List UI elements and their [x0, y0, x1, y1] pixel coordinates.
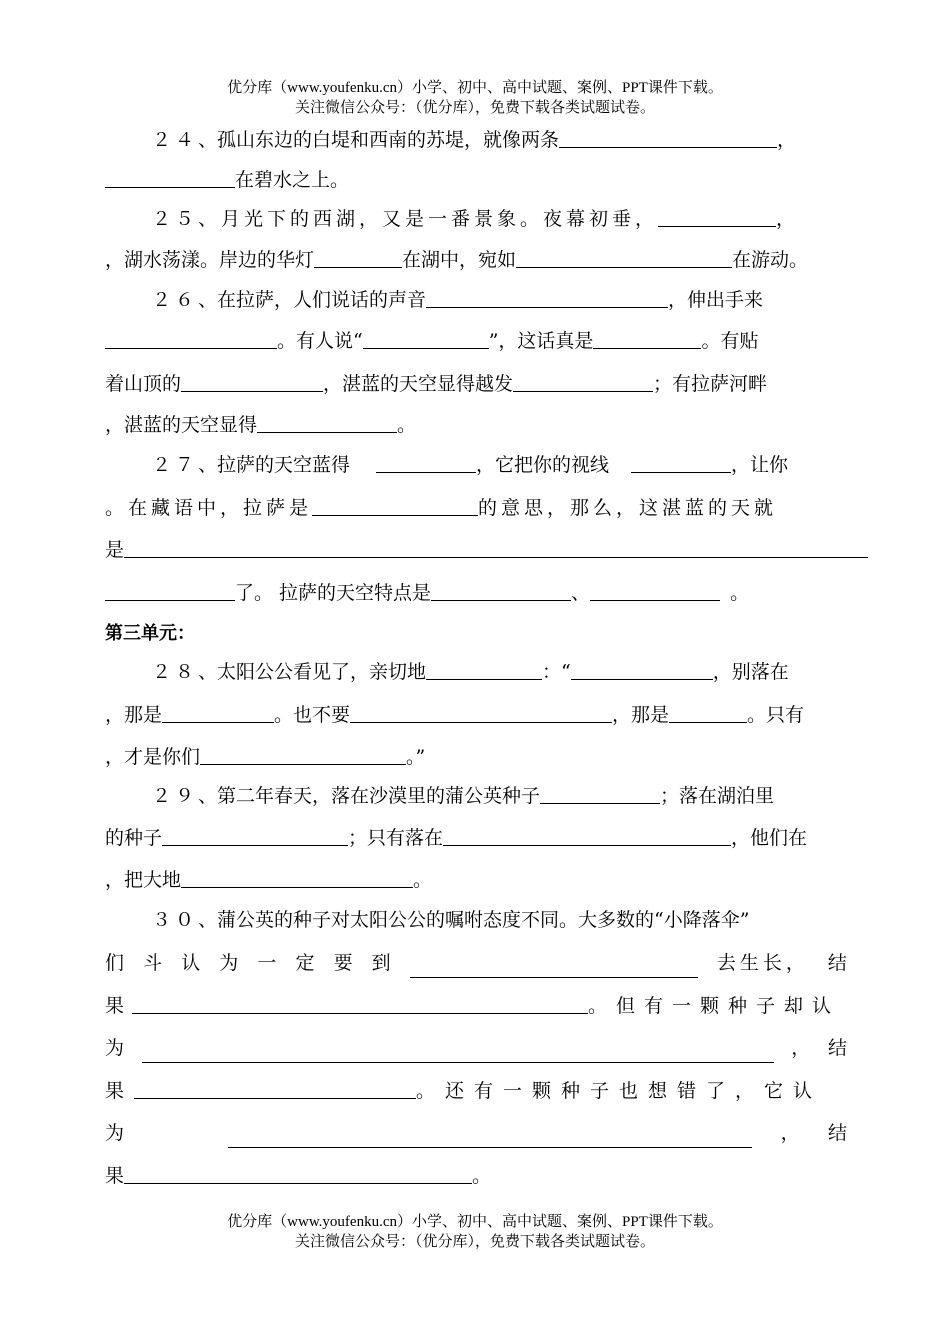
q30-line-7: 果 。 [105, 1165, 492, 1187]
q27-line-3: 是 [105, 535, 870, 565]
page-header [0, 78, 950, 118]
q27-line-1: ２７、拉萨的天空蓝得 ，它把你的视线 ，让你 [152, 454, 789, 476]
answer-blank[interactable] [559, 127, 777, 148]
q28-line-2: ，那是 。也不要 ，那是 。只有 [105, 704, 805, 726]
answer-blank[interactable] [590, 580, 720, 601]
answer-blank[interactable] [124, 1163, 472, 1184]
answer-blank[interactable] [426, 659, 542, 680]
answer-blank[interactable] [540, 783, 660, 804]
answer-blank[interactable] [350, 702, 612, 723]
q26-line-3: 着山顶的 ，湛蓝的天空显得越发 ；有拉萨河畔 [105, 373, 768, 395]
answer-blank[interactable] [631, 452, 731, 473]
answer-blank[interactable] [426, 287, 668, 308]
answer-blank[interactable] [257, 412, 397, 433]
q30-line-1: ３０、蒲公英的种子对太阳公公的嘱咐态度不同。大多数的“小降落伞” [152, 909, 750, 931]
unit-heading: 第三单元： [105, 623, 195, 644]
answer-blank[interactable] [162, 702, 274, 723]
answer-blank[interactable] [200, 744, 406, 765]
q25-line-2: ，湖水荡漾。岸边的华灯 在湖中，宛如 在游动。 [105, 249, 809, 271]
answer-blank[interactable] [669, 702, 747, 723]
answer-blank[interactable] [228, 1127, 752, 1148]
answer-blank[interactable] [181, 371, 323, 392]
answer-blank[interactable] [105, 580, 235, 601]
answer-blank[interactable] [314, 247, 402, 268]
answer-blank[interactable] [105, 328, 277, 349]
q28-line-1: ２８、太阳公公看见了，亲切地 ：“ ，别落在 [152, 661, 789, 683]
q29-line-3: ，把大地 。 [105, 869, 433, 891]
page-footer [0, 1212, 950, 1252]
q24-line-1: ２４、孤山东边的白堤和西南的苏堤，就像两条 ， [152, 129, 797, 151]
answer-blank[interactable] [363, 328, 489, 349]
q30-line-2: 们 斗 认 为 一 定 要 到 去生长， 结 [105, 948, 847, 978]
q29-line-1: ２９、第二年春天，落在沙漠里的蒲公英种子 ；落在湖泊里 [152, 785, 775, 807]
q26-line-4: ，湛蓝的天空显得 。 [105, 414, 417, 436]
answer-blank[interactable] [593, 328, 701, 349]
q24-line-2: 在碧水之上。 [105, 165, 847, 195]
answer-blank[interactable] [162, 825, 348, 846]
q27-line-2: 。在藏语中，拉萨是 的意思，那么，这湛蓝的天就 [105, 497, 778, 519]
q27-line-4: 了。 拉萨的天空特点是 、 。 [105, 578, 847, 608]
header-line-2: 关注微信公众号：（优分库），免费下载各类试题试卷。 [294, 100, 655, 116]
q30-line-5: 果 。还有一颗种子也想错了，它认 [105, 1080, 823, 1102]
answer-blank[interactable] [658, 206, 776, 227]
q30-line-3: 果 。但有一颗种子却认 [105, 995, 841, 1017]
answer-blank[interactable] [312, 495, 478, 516]
q26-line-2: 。有人说“ ”，这话真是 。有贴 [105, 326, 847, 356]
footer-line-1: 优分库（www.youfenku.cn）小学、初中、高中试题、案例、PPT课件下载。 [227, 1214, 723, 1230]
q26-line-1: ２６、在拉萨，人们说话的声音 ，伸出手来 [152, 289, 764, 311]
answer-blank[interactable] [516, 247, 732, 268]
footer-line-2: 关注微信公众号：（优分库），免费下载各类试题试卷。 [294, 1234, 655, 1250]
q29-line-2: 的种子 ；只有落在 ，他们在 [105, 827, 808, 849]
q25-line-1: ２５、月光下的西湖，又是一番景象。夜幕初垂， ， [152, 208, 796, 230]
answer-blank[interactable] [376, 452, 476, 473]
answer-blank[interactable] [124, 537, 868, 558]
answer-blank[interactable] [132, 993, 588, 1014]
q28-line-3: ，才是你们 。” [105, 746, 426, 768]
answer-blank[interactable] [142, 1042, 774, 1063]
q30-line-6: 为 ， 结 [105, 1118, 847, 1148]
answer-blank[interactable] [181, 867, 413, 888]
answer-blank[interactable] [571, 659, 713, 680]
answer-blank[interactable] [134, 1078, 416, 1099]
answer-blank[interactable] [431, 580, 571, 601]
answer-blank[interactable] [105, 167, 235, 188]
answer-blank[interactable] [443, 825, 731, 846]
answer-blank[interactable] [513, 371, 653, 392]
answer-blank[interactable] [410, 957, 698, 978]
q30-line-4: 为 ， 结 [105, 1033, 847, 1063]
header-line-1: 优分库（www.youfenku.cn）小学、初中、高中试题、案例、PPT课件下载。 [227, 80, 723, 96]
